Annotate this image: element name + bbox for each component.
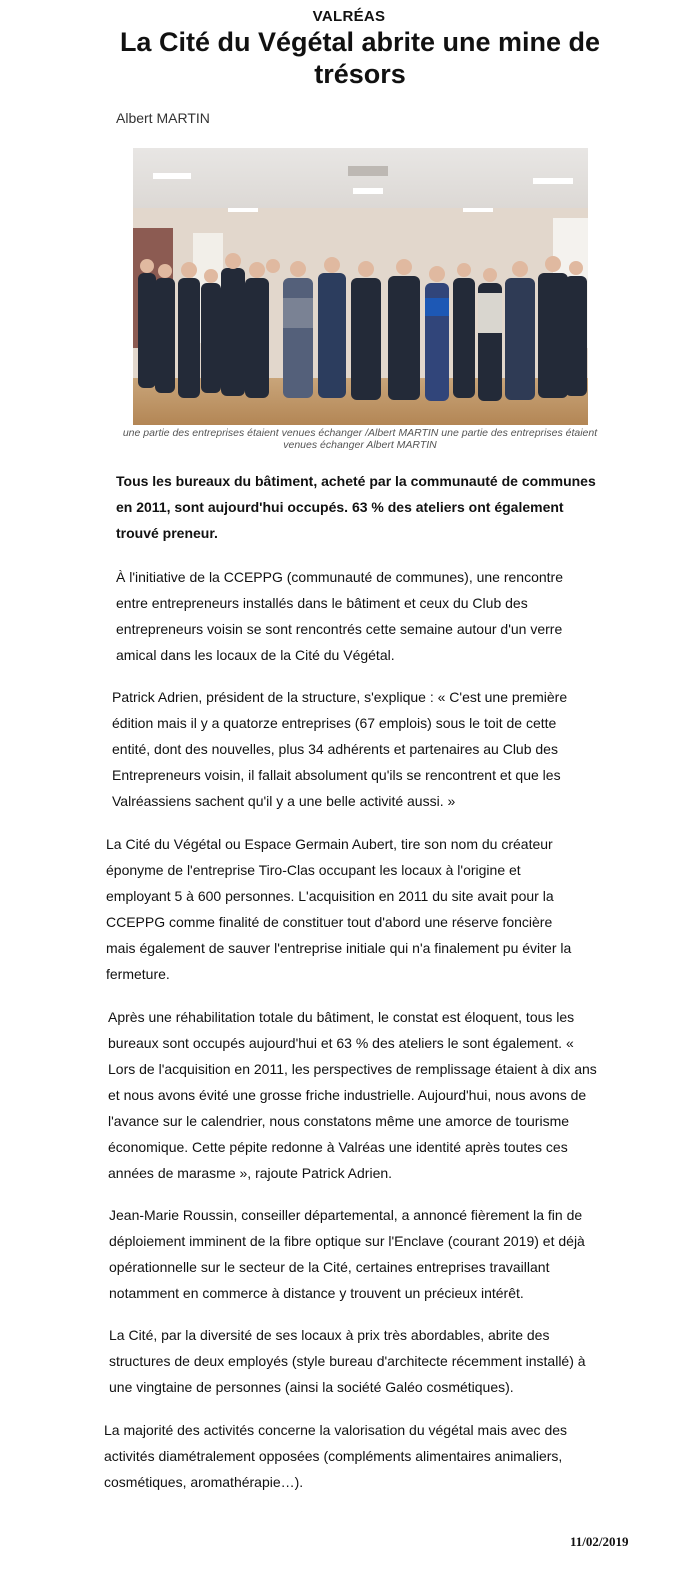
article-photo: [133, 148, 588, 425]
lead-paragraph: Tous les bureaux du bâtiment, acheté par la communauté de communes en 2011, sont aujourd'hui occupés. 63 % des ateliers ont également trouvé preneur.: [116, 473, 596, 541]
section-kicker: VALRÉAS: [312, 8, 386, 25]
photo-caption: une partie des entreprises étaient venues échanger /Albert MARTIN une partie des entreprises étaient venues échanger Albert MARTIN: [122, 427, 598, 451]
article-title: La Cité du Végétal abrite une mine de trésors: [119, 27, 601, 89]
body-paragraph: Patrick Adrien, président de la structure, s'explique : « C'est une première édition mais il y a quatorze entreprises (67 emplois) sous le toit de cette entité, dont des nouvelles, plus 34 adhérents et partenaires au Club des Entrepreneurs voisin, il fallait absolument qu'ils se rencontrent et que les Valréassiens sachent qu'il y a une belle activité aussi. »: [112, 689, 568, 809]
body-paragraph: Jean-Marie Roussin, conseiller départemental, a annoncé fièrement la fin de déploiement imminent de la fibre optique sur l'Enclave (courant 2019) et déjà opérationnelle sur le secteur de la Cité, certaines entreprises travaillant notamment en commerce à distance y trouvent un précieux intérêt.: [109, 1207, 585, 1301]
body-paragraph: Après une réhabilitation totale du bâtiment, le constat est éloquent, tous les bureaux sont occupés aujourd'hui et 63 % des ateliers le sont également. « Lors de l'acquisition en 2011, les perspectives de remplissage étaient à dix ans et nous avons évité une grosse friche industrielle. Aujourd'hui, nous avons de l'avance sur le calendrier, nous constatons même une amorce de tourisme économique. Cette pépite redonne à Valréas une identité après toutes ces années de marasme », rajoute Patrick Adrien.: [108, 1009, 597, 1181]
body-paragraph: La Cité, par la diversité de ses locaux à prix très abordables, abrite des structures de deux employés (style bureau d'architecte récemment installé) à une vingtaine de personnes (ainsi la société Galéo cosmétiques).: [109, 1327, 586, 1395]
publication-date: 11/02/2019: [570, 1534, 629, 1549]
body-paragraph: La majorité des activités concerne la valorisation du végétal mais avec des activités diamétralement opposées (compléments alimentaires animaliers, cosmétiques, aromathérapie…).: [104, 1422, 568, 1490]
author-byline: Albert MARTIN: [116, 110, 210, 126]
body-paragraph: La Cité du Végétal ou Espace Germain Aubert, tire son nom du créateur éponyme de l'entreprise Tiro-Clas occupant les locaux à l'origine et employant 5 à 600 personnes. L'acquisition en 2011 du site avait pour la CCEPPG comme finalité de constituer tout d'abord une réserve foncière mais également de sauver l'entreprise initiale qui n'a finalement pu éviter la fermeture.: [106, 836, 572, 982]
body-paragraph: À l'initiative de la CCEPPG (communauté de communes), une rencontre entre entrepreneurs installés dans le bâtiment et ceux du Club des entrepreneurs voisin se sont rencontrés cette semaine autour d'un verre amical dans les locaux de la Cité du Végétal.: [116, 569, 563, 663]
